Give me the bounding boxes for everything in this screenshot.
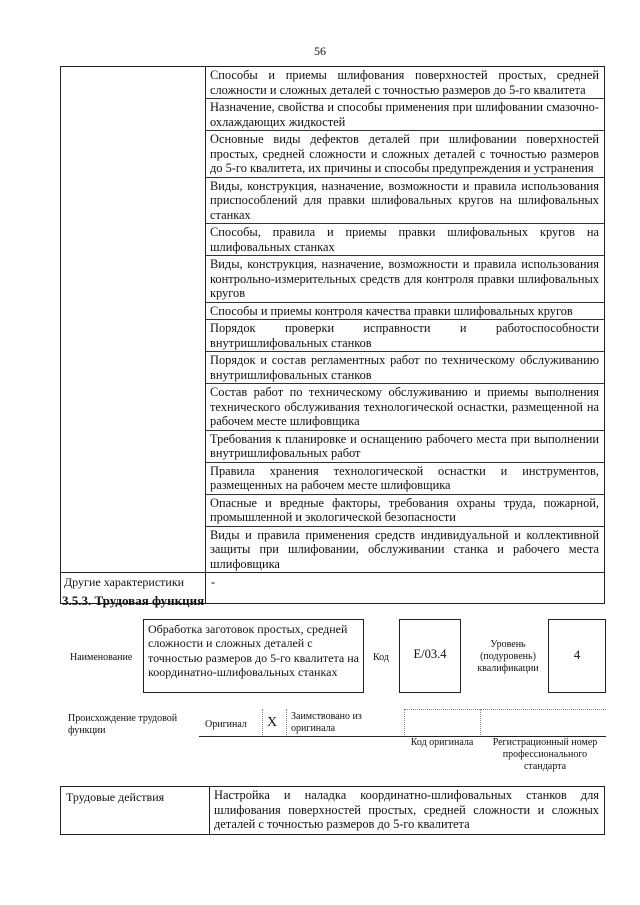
requirement-item: Требования к планировке и оснащению рабочего места при выполнении внутришлифовальных работ (206, 431, 604, 463)
origin-label: Происхождение трудовой функции (68, 713, 178, 736)
requirements-table (60, 66, 605, 604)
labor-actions-table (60, 786, 605, 835)
code-label: Код (373, 652, 389, 663)
original-mark: X (263, 709, 287, 737)
origin-column-divider (480, 709, 481, 737)
requirement-item: Виды, конструкция, назначение, возможности и правила использования контрольно-измерительных средств для контроля правки шлифовальных кругов (206, 256, 604, 303)
requirement-item: Виды и правила применения средств индивидуальной и коллективной защиты при шлифовании, обслуживании станка и рабочего места шлифовщика (210, 527, 599, 571)
code-original-caption: Код оригинала (410, 737, 474, 748)
other-characteristics-value: - (206, 573, 605, 604)
original-label: Оригинал (199, 709, 263, 737)
requirement-item: Основные виды дефектов деталей при шлифовании поверхностей простых, средней сложности и сложных деталей с точностью размеров до 5-го квалитета, их причины и способы предупреждения и устранения (206, 131, 604, 178)
page-number: 56 (314, 44, 326, 58)
qualification-level-box: 4 (548, 619, 606, 693)
reg-number-caption: Регистрационный номер профессионального стандарта (492, 737, 598, 772)
borrowed-label: Заимствовано из оригинала (287, 709, 405, 737)
requirement-item: Порядок и состав регламентных работ по техническому обслуживанию внутришлифовальных станков (206, 352, 604, 384)
requirement-item: Опасные и вредные факторы, требования охраны труда, пожарной, промышленной и экологической безопасности (206, 495, 604, 527)
level-label: Уровень (подуровень) квалификации (477, 639, 539, 674)
requirement-item: Способы и приемы шлифования поверхностей простых, средней сложности и сложных деталей с точностью размеров до 5-го квалитета (206, 67, 604, 99)
labor-actions-label: Трудовые действия (61, 787, 210, 835)
function-name-box: Обработка заготовок простых, средней сложности и сложных деталей с точностью размеров до 5-го квалитета на координатно-шлифовальных станках (143, 619, 364, 693)
other-characteristics-label: Другие характеристики (61, 573, 206, 604)
section-title: 3.5.3. Трудовая функция (62, 593, 205, 608)
name-label: Наименование (70, 652, 133, 663)
requirement-item: Способы, правила и приемы правки шлифовальных кругов на шлифовальных станках (206, 224, 604, 256)
requirement-item: Порядок проверки исправности и работоспособности внутришлифовальных станков (206, 320, 604, 352)
requirements-row (61, 67, 605, 573)
requirements-label-cell (61, 67, 206, 573)
requirement-item: Состав работ по техническому обслуживанию и приемы выполнения технического обслуживания технологической оснастки, размещенной на рабочем месте шлифовщика (206, 384, 604, 431)
requirement-item: Способы и приемы контроля качества правки шлифовальных кругов (206, 303, 604, 321)
requirements-list (206, 67, 605, 573)
requirement-item: Виды, конструкция, назначение, возможности и правила использования приспособлений для правки шлифовальных кругов на шлифовальных станках (206, 178, 604, 225)
origin-top-divider (405, 709, 606, 710)
labor-actions-value: Настройка и наладка координатно-шлифовальных станков для шлифования поверхностей простых, средней сложности и сложных деталей с точностью размеров до 5-го квалитета (210, 787, 605, 835)
function-code-box: E/03.4 (399, 619, 461, 693)
requirement-item: Правила хранения технологической оснастки и инструментов, размещенных на рабочем месте шлифовщика (206, 463, 604, 495)
origin-fields (199, 709, 405, 737)
requirement-item: Назначение, свойства и способы применения при шлифовании смазочно-охлаждающих жидкостей (206, 99, 604, 131)
labor-actions-row (61, 787, 605, 835)
